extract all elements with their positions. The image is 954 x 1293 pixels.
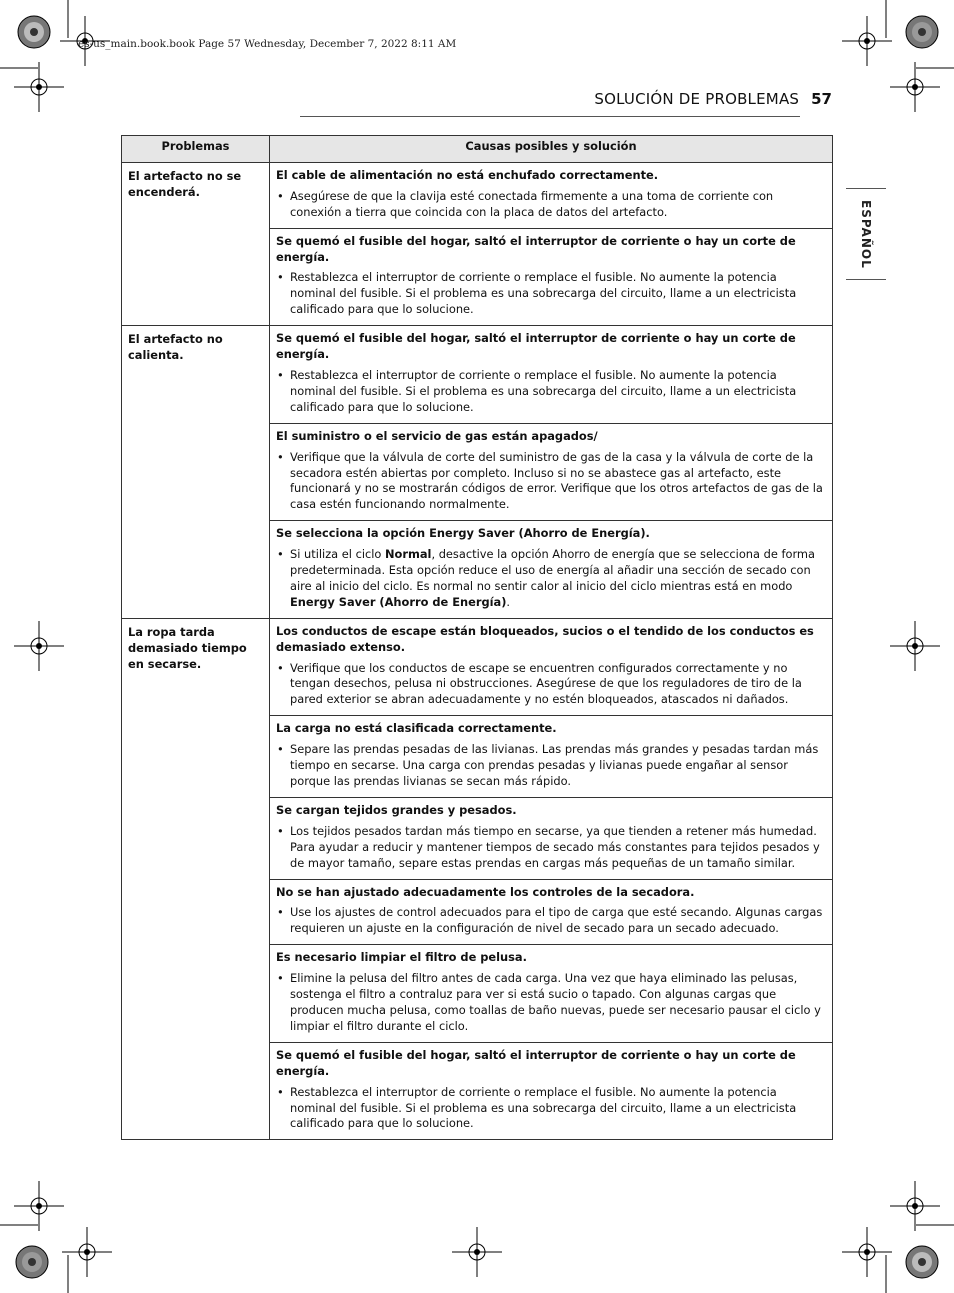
cause-title: Se quemó el fusible del hogar, saltó el interruptor de corriente o hay un corte de energía. [276,1047,796,1078]
registration-mark-icon [12,10,56,54]
cause-title: Los conductos de escape están bloqueados, sucios o el tendido de los conductos es demasiado extenso. [276,623,814,654]
registration-mark-icon [900,1240,944,1284]
solution-item: • Restablezca el interruptor de corriente o remplace el fusible. No aumente la potencia nominal del fusible. Si el problema es una sobrecarga del circuito, llame a un electricista calificado para que lo solucione. [276,368,826,416]
solution-text: , desactive la opción Ahorro de energía que se selecciona de forma predeterminada. Esta opción reduce el uso de energía al añadir una sección de secado con aire al inicio del ciclo. Es normal no sentir calor al inicio del ciclo mientras está en modo [290,547,816,593]
crosshair-icon [890,621,940,671]
cause-title: Es necesario limpiar el filtro de pelusa. [276,950,527,965]
cause-cell [270,1042,833,1140]
cause-title: No se han ajustado adecuadamente los controles de la secadora. [276,884,695,899]
solution-list [276,824,826,872]
cause-title: Se quemó el fusible del hogar, saltó el interruptor de corriente o hay un corte de energía. [276,331,796,362]
cause-cell [270,618,833,716]
troubleshooting-table [121,135,833,1140]
cause-title: El cable de alimentación no está enchufado correctamente. [276,167,659,182]
problem-cell: La ropa tarda demasiado tiempo en secarse. [122,618,270,1140]
solution-item: • Separe las prendas pesadas de las livianas. Las prendas más grandes y pesadas tardan más tiempo en secarse. Una carga con prendas pesadas y livianas puede engañar al sensor porque las prendas livianas se secan más rápido. [276,742,826,790]
solution-item: • Verifique que la válvula de corte del suministro de gas de la casa y la válvula de corte de la secadora estén abiertas por completo. Incluso si no se abastece gas al artefacto, este funcionará y no se mostrarán códigos de error. Verifique que los otros artefactos de gas de la casa estén funcionando normalmente. [276,450,826,514]
crosshair-icon [14,1181,64,1231]
solution-list [276,905,826,937]
cause-cell [270,716,833,798]
solution-item: • Elimine la pelusa del filtro antes de cada carga. Una vez que haya eliminado las pelusas, sostenga el filtro a contraluz para ver si está sucio o tapado. Con algunas cargas que producen mucha pelusa, como toallas de baño nuevas, puede ser necesario pausar el ciclo y limpiar el filtro durante el ciclo. [276,971,826,1035]
solution-list [276,742,826,790]
column-header-causes: Causas posibles y solución [270,136,833,163]
table-row [122,618,833,716]
crosshair-icon [14,62,64,112]
crosshair-icon [62,1227,112,1277]
solution-list [276,1085,826,1133]
cause-cell [270,797,833,879]
cycle-name-normal: Normal [385,547,432,562]
solution-list [276,189,826,221]
solution-text: . [506,594,511,609]
cause-title: El suministro o el servicio de gas están apagados/ [276,428,598,443]
solution-list [276,270,826,318]
solution-item: • Restablezca el interruptor de corriente o remplace el fusible. No aumente la potencia nominal del fusible. Si el problema es una sobrecarga del circuito, llame a un electricista calificado para que lo solucione. [276,270,826,318]
cause-cell [270,879,833,945]
crosshair-icon [14,621,64,671]
registration-mark-icon [10,1240,54,1284]
crosshair-icon [452,1227,502,1277]
print-slug: es-us_main.book.book Page 57 Wednesday, December 7, 2022 8:11 AM [78,38,457,50]
solution-list [276,547,826,611]
cause-cell [270,423,833,521]
solution-text: Si utiliza el ciclo [290,547,386,562]
table-header-row [122,136,833,163]
problem-cell: El artefacto no calienta. [122,326,270,619]
solution-list [276,450,826,514]
crosshair-icon [890,62,940,112]
solution-item: • Verifique que los conductos de escape se encuentren configurados correctamente y no tengan desechos, pelusa ni obstrucciones. Asegúrese de que los reguladores de tiro de la pared exterior se abran adecuadamente y no estén bloqueados, atascados ni dañados. [276,661,826,709]
problem-cell: El artefacto no se encenderá. [122,162,270,325]
cause-cell [270,326,833,424]
registration-mark-icon [900,10,944,54]
crosshair-icon [842,1227,892,1277]
language-label: ESPAÑOL [859,199,873,269]
section-title: SOLUCIÓN DE PROBLEMAS [594,90,800,108]
table-row [122,162,833,228]
cause-cell [270,521,833,619]
crosshair-icon [890,1181,940,1231]
table-row [122,326,833,424]
cause-cell [270,228,833,326]
cause-title: La carga no está clasificada correctamente. [276,721,557,736]
solution-list [276,661,826,709]
cause-cell [270,945,833,1043]
language-side-tab [846,188,886,280]
solution-item [276,547,826,611]
cause-title: Se quemó el fusible del hogar, saltó el interruptor de corriente o hay un corte de energía. [276,233,796,264]
page-number: 57 [811,90,832,108]
solution-item: • Los tejidos pesados tardan más tiempo en secarse, ya que tienden a retener más humedad. Para ayudar a reducir y mantener tiempos de secado más constantes para tejidos pesados y de mayor tamaño, separe estas prendas en cargas más pequeñas de un tamaño similar. [276,824,826,872]
solution-item: • Use los ajustes de control adecuados para el tipo de carga que esté secando. Algunas cargas requieren un ajuste en la configuración de nivel de secado para un secado adecuado. [276,905,826,937]
solution-item: • Restablezca el interruptor de corriente o remplace el fusible. No aumente la potencia nominal del fusible. Si el problema es una sobrecarga del circuito, llame a un electricista calificado para que lo solucione. [276,1085,826,1133]
header-divider [300,116,800,117]
crosshair-icon [842,16,892,66]
cause-cell [270,162,833,228]
cause-title: Se cargan tejidos grandes y pesados. [276,802,517,817]
solution-item: • Asegúrese de que la clavija esté conectada firmemente a una toma de corriente con conexión a tierra que coincida con la placa de datos del artefacto. [276,189,826,221]
mode-name-energy-saver: Energy Saver (Ahorro de Energía) [290,594,507,609]
page-header [594,90,832,108]
solution-list [276,971,826,1035]
column-header-problems: Problemas [122,136,270,163]
solution-list [276,368,826,416]
cause-title: Se selecciona la opción Energy Saver (Ahorro de Energía). [276,526,650,541]
